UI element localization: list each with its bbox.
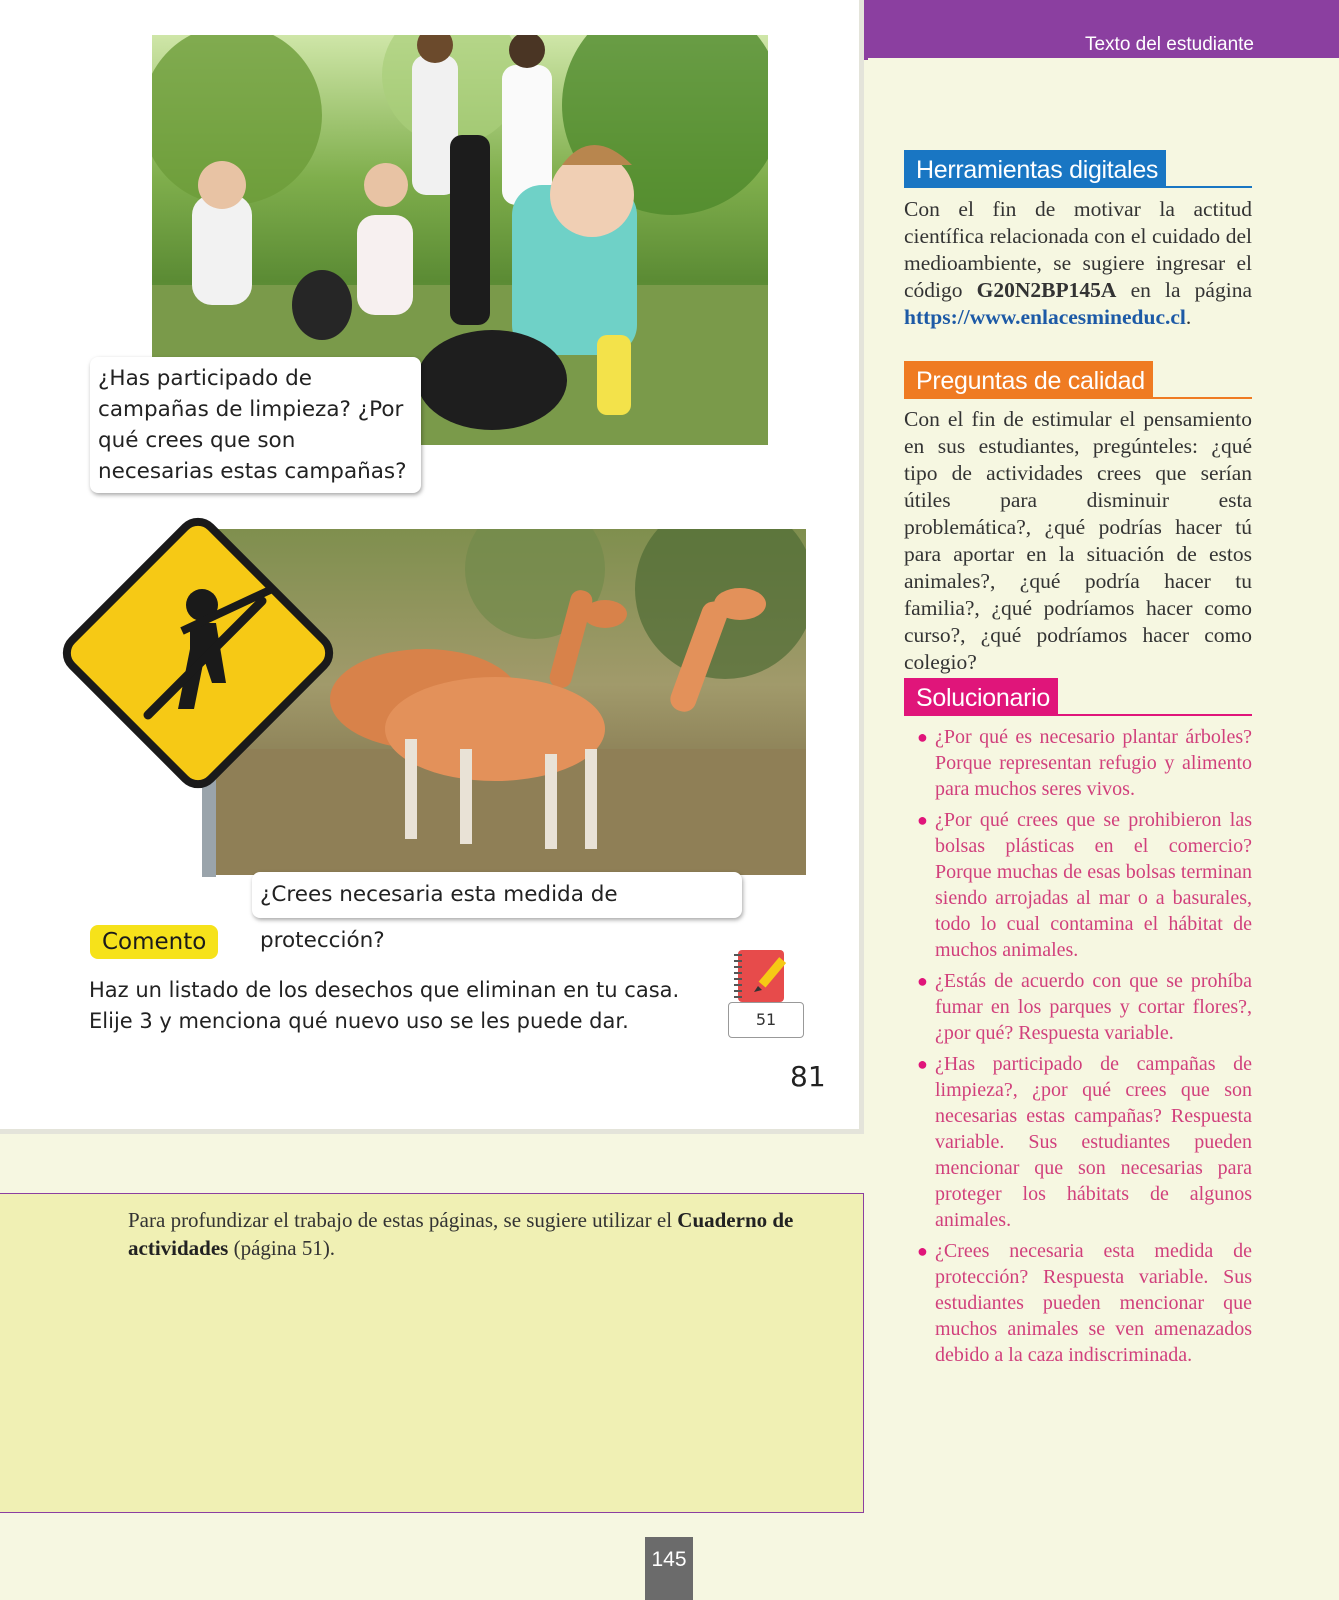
note-workbook-title: Cuaderno de actividades [128,1208,794,1260]
note-text-after: (página 51). [228,1236,336,1260]
solution-text: ¿Por qué es necesario plantar árboles? Porque representan refugio y alimento para muchos seres vivos. [935,726,1252,800]
page-number: 145 [651,1548,687,1571]
comento-text: Haz un listado de los desechos que eliminan en tu casa. Elije 3 y menciona qué nuevo uso se les puede dar. [89,978,680,1033]
questions-heading [904,361,1252,399]
tools-text-before: Con el fin de motivar la actitud científica relacionada con el cuidado del medioambiente, se sugiere ingresar el código [904,197,1252,302]
tools-heading-label: Herramientas digitales [904,150,1166,188]
solutions-heading-label: Solucionario [904,678,1058,716]
list-item [917,1051,1252,1233]
no-hunting-sign [62,517,354,877]
questions-text: Con el fin de estimular el pensamiento en sus estudiantes, pregúnteles: ¿qué tipo de actividades crees que serían útiles para disminuir esta problemática?, ¿qué podrías hacer tú para aportar en la situación de estos animales?, ¿qué podría hacer tu familia?, ¿qué podríamos hacer como curso?, ¿qué podríamos hacer como colegio? [904,407,1252,674]
solutions-list [917,724,1252,1373]
tools-heading [904,150,1252,188]
solution-text: ¿Has participado de campañas de limpieza?, ¿por qué crees que son necesarias estas campañas? Respuesta variable. Sus estudiantes pueden mencionar que son necesarias para proteger los hábitats de algunos animales. [935,1053,1252,1231]
list-item [917,1238,1252,1368]
tools-text-middle: en la página [1116,278,1252,302]
solutions-heading [904,678,1252,716]
header-title: Texto del estudiante [1084,34,1254,55]
bullet-icon: ● [917,810,928,830]
bullet-icon: ● [917,971,928,991]
solution-text: ¿Por qué crees que se prohibieron las bolsas plásticas en el comercio? Porque muchas de esas bolsas terminan siendo arrojadas al mar o a basurales, todo lo cual contamina el hábitat de muchos animales. [935,809,1252,961]
bullet-icon: ● [917,727,928,747]
note-text-before: Para profundizar el trabajo de estas páginas, se sugiere utilizar el [128,1208,678,1232]
student-page [0,0,864,1134]
protection-question: ¿Crees necesaria esta medida de protección? [252,872,742,918]
solution-text: ¿Estás de acuerdo con que se prohíba fumar en los parques y cortar flores?, ¿por qué? Respuesta variable. [935,970,1252,1044]
pencil-icon [752,954,792,994]
tools-code: G20N2BP145A [976,278,1117,302]
student-page-number: 81 [790,1060,826,1093]
solution-text: ¿Crees necesaria esta medida de protección? Respuesta variable. Sus estudiantes pueden mencionar que muchos animales se ven amenazados debido a la caza indiscriminada. [935,1240,1252,1366]
bullet-icon: ● [917,1241,928,1261]
bullet-icon: ● [917,1054,928,1074]
teacher-note [128,1206,848,1262]
workbook-reference [728,950,804,1038]
questions-heading-label: Preguntas de calidad [904,361,1153,399]
tools-link[interactable]: https://www.enlacesmineduc.cl [904,305,1186,329]
list-item [917,968,1252,1046]
tools-text [904,196,1252,331]
workbook-page: 51 [728,1002,804,1038]
tools-text-after: . [1185,305,1192,329]
comento-badge: Comento [90,925,218,959]
cleanup-question: ¿Has participado de campañas de limpieza? ¿Por qué crees que son necesarias estas campañas? [90,357,421,493]
notebook-rings [734,954,742,1000]
list-item [917,807,1252,963]
list-item [917,724,1252,802]
header-bar [864,0,1339,58]
